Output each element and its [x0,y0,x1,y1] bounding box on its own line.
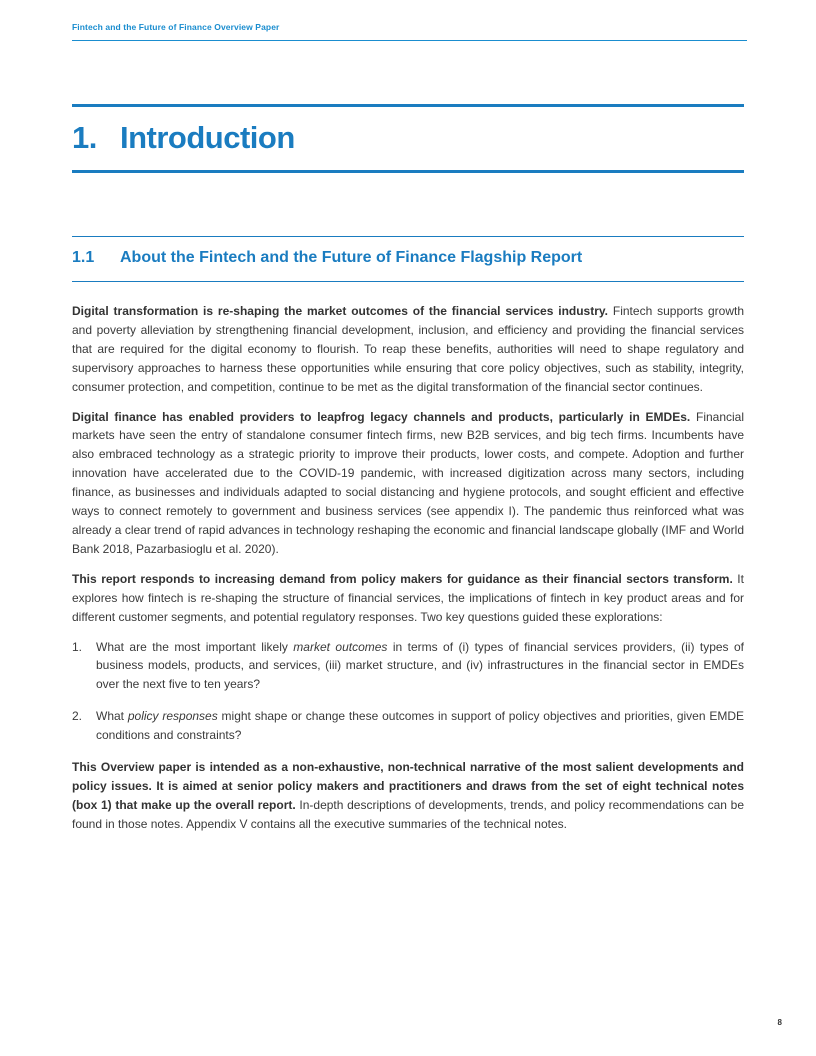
chapter-title: Introduction [120,120,295,155]
chapter-heading [72,120,295,156]
paragraph-lead: This Overview paper is intended as a non-exhaustive, non-technical narrative of the most salient developments and policy issues. It is aimed at senior policy makers and practitioners and draws from the set of eight technical notes (box 1) that make up the overall report. [72,760,744,812]
section-heading [72,249,582,267]
page-number: 8 [777,1018,782,1027]
paragraph [72,570,744,627]
body-text [72,302,744,845]
list-marker: 2. [72,709,83,724]
section-rule-bottom [72,281,744,282]
paragraph-text: Financial markets have seen the entry of standalone consumer fintech firms, new B2B services, and big tech firms. Incumbents have also embraced technology as a strategic priority to improve their products, lower costs, and compete. Adoption and further innovation have accelerated due to the COVID-19 pandemic, with increased digitization across many sectors, including finance, as businesses and individuals adapted to social distancing and hygiene protocols, and sought efficient and effective ways to connect remotely to government and business services (see appendix I). The pandemic thus reinforced what was already a clear trend of rapid advances in technology reshaping the economic and financial landscape globally (IMF and World Bank 2018, Pazarbasioglu et al. 2020). [72,409,745,556]
section-title: About the Fintech and the Future of Finance Flagship Report [120,249,583,266]
list-marker: 1. [72,639,83,654]
paragraph-lead: Digital transformation is re-shaping the market outcomes of the financial services industry. [72,304,609,318]
paragraph-text: In-depth descriptions of developments, trends, and policy recommendations can be found in those notes. Appendix V contains all the executive summaries of the technical notes. [72,797,744,831]
running-header-title: Fintech and the Future of Finance Overview Paper [72,22,280,32]
chapter-number: 1. [72,120,97,155]
header-divider [72,40,747,41]
section-rule-top [72,236,744,237]
section-number: 1.1 [72,249,95,266]
paragraph [72,302,744,397]
paragraph-text: It explores how fintech is re-shaping the structure of financial services, the implications of fintech in key product areas and for different customer segments, and potential regulatory responses. Two key questions guided these explorations: [72,571,744,624]
question-list [72,638,744,746]
list-item [72,707,744,745]
list-text: might shape or change these outcomes in support of policy objectives and priorities, given EMDE conditions and constraints? [96,709,744,743]
list-emphasis: market outcomes [293,639,388,654]
chapter-rule-bottom [72,170,744,173]
paragraph-lead: Digital finance has enabled providers to leapfrog legacy channels and products, particularly in EMDEs. [72,409,691,424]
list-text: What are the most important likely [96,639,294,654]
chapter-rule-top [72,104,744,107]
list-text: What [96,709,128,724]
paragraph-text: Fintech supports growth and poverty alleviation by strengthening financial development, inclusion, and efficiency and providing the financial services that are required for the digital economy to flourish. To reap these benefits, authorities will need to shape regulatory and supervisory approaches to harness these opportunities while ensuring that core policy objectives, such as stability, integrity, consumer protection, and competition, continue to be met as the digital transformation of the financial sector continues. [72,304,745,394]
list-emphasis: policy responses [127,709,218,724]
list-item [72,638,744,695]
closing-paragraph [72,758,744,834]
paragraph [72,408,744,559]
paragraph-lead: This report responds to increasing demand from policy makers for guidance as their financial sectors transform. [72,571,733,586]
list-text: in terms of (i) types of financial services providers, (ii) types of business models, products, and services, (iii) market structure, and (iv) infrastructures in the financial sector in EMDEs over the next five to ten years? [96,639,744,692]
